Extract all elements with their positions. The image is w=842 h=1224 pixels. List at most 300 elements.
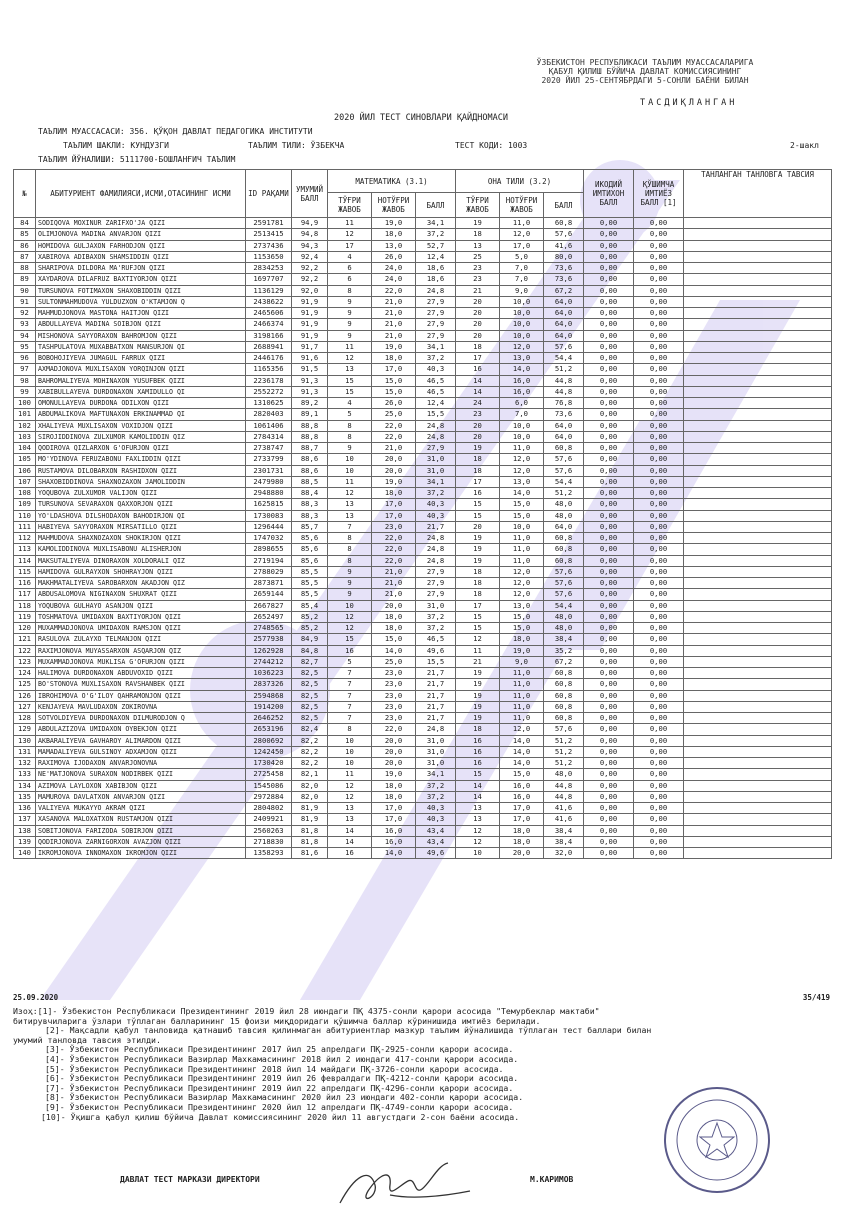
applicant-name: TURSUNOVA SEVARAXON QAXXORJON QIZI	[36, 499, 246, 510]
applicant-name: MAMADALIYEVA GULSINOY ADXAMJON QIZI	[36, 746, 246, 757]
lang-correct: 19	[456, 443, 500, 454]
lang-ball: 60,8	[544, 443, 584, 454]
extra-ball: 0,00	[634, 443, 684, 454]
row-num: 91	[14, 296, 36, 307]
math-wrong: 20,0	[372, 746, 416, 757]
col-lang: ОНА ТИЛИ (3.2)	[456, 170, 584, 193]
math-wrong: 18,0	[372, 611, 416, 622]
lang-ball: 35,2	[544, 645, 584, 656]
lang-wrong: 11,0	[500, 690, 544, 701]
total-score: 81,8	[292, 825, 328, 836]
math-correct: 15	[328, 386, 372, 397]
final-exam-ball: 0,00	[584, 353, 634, 364]
extra-ball: 0,00	[634, 533, 684, 544]
total-score: 85,7	[292, 521, 328, 532]
math-correct: 6	[328, 263, 372, 274]
math-correct: 16	[328, 848, 372, 859]
math-ball: 27,9	[416, 308, 456, 319]
math-ball: 37,2	[416, 791, 456, 802]
math-wrong: 21,0	[372, 578, 416, 589]
total-score: 88,8	[292, 420, 328, 431]
math-ball: 15,5	[416, 409, 456, 420]
extra-ball: 0,00	[634, 353, 684, 364]
math-ball: 21,7	[416, 679, 456, 690]
final-exam-ball: 0,00	[584, 848, 634, 859]
lang-wrong: 18,0	[500, 825, 544, 836]
total-score: 82,2	[292, 758, 328, 769]
applicant-name: MO'YDINOVA FERUZABONU FAXLIDDIN QIZI	[36, 454, 246, 465]
table-row	[14, 679, 832, 690]
table-row	[14, 263, 832, 274]
recommendation	[684, 341, 832, 352]
lang-correct: 19	[456, 533, 500, 544]
final-exam-ball: 0,00	[584, 398, 634, 409]
final-exam-ball: 0,00	[584, 218, 634, 229]
math-correct: 5	[328, 656, 372, 667]
applicant-name: YO'LDASHOVA DILSHODAXON BAHODIRJON QI	[36, 510, 246, 521]
applicant-id: 1242450	[246, 746, 292, 757]
lang-ball: 44,8	[544, 780, 584, 791]
table-row	[14, 454, 832, 465]
math-ball: 52,7	[416, 240, 456, 251]
applicant-name: MAHMUDJONOVA MASTONA HAITJON QIZI	[36, 308, 246, 319]
lang-ball: 57,6	[544, 454, 584, 465]
total-score: 85,2	[292, 611, 328, 622]
final-exam-ball: 0,00	[584, 533, 634, 544]
footnote: [4]- Ўзбекистон Республикаси Вазирлар Махкамасининг 2018 йил 2 июндаги 417-сонли қарори асосида.	[45, 1053, 519, 1064]
table-row	[14, 319, 832, 330]
lang-wrong: 10,0	[500, 308, 544, 319]
col-final-exam: ИКОДИЙ ИМТИХОН БАЛЛ	[584, 170, 634, 218]
lang-ball: 57,6	[544, 566, 584, 577]
lang-wrong: 12,0	[500, 454, 544, 465]
applicant-name: NE'MATJONOVA SURAXON NODIRBEK QIZI	[36, 769, 246, 780]
extra-ball: 0,00	[634, 724, 684, 735]
lang-correct: 20	[456, 308, 500, 319]
applicant-name: MAKHMATALIYEVA SAROBARXON AKADJON QIZ	[36, 578, 246, 589]
col-math-correct: ТЎҒРИ ЖАВОБ	[328, 193, 372, 218]
lang-wrong: 16,0	[500, 780, 544, 791]
math-ball: 34,1	[416, 476, 456, 487]
math-wrong: 23,0	[372, 521, 416, 532]
table-row	[14, 296, 832, 307]
lang-correct: 14	[456, 791, 500, 802]
math-wrong: 18,0	[372, 488, 416, 499]
row-num: 103	[14, 431, 36, 442]
applicant-id: 2784314	[246, 431, 292, 442]
lang-correct: 13	[456, 240, 500, 251]
final-exam-ball: 0,00	[584, 510, 634, 521]
final-exam-ball: 0,00	[584, 229, 634, 240]
math-ball: 49,6	[416, 848, 456, 859]
total-score: 94,9	[292, 218, 328, 229]
lang-ball: 48,0	[544, 611, 584, 622]
lang-wrong: 11,0	[500, 533, 544, 544]
extra-ball: 0,00	[634, 836, 684, 847]
applicant-name: MUXAMMADJONOVA MUKLISA G'OFURJON QIZI	[36, 656, 246, 667]
math-correct: 7	[328, 713, 372, 724]
applicant-name: BO'STONOVA MUXLISAXON RAVSHANBEK QIZI	[36, 679, 246, 690]
final-exam-ball: 0,00	[584, 746, 634, 757]
math-ball: 18,6	[416, 263, 456, 274]
applicant-id: 2744212	[246, 656, 292, 667]
extra-ball: 0,00	[634, 690, 684, 701]
lang-correct: 18	[456, 229, 500, 240]
math-correct: 12	[328, 791, 372, 802]
lang-ball: 54,4	[544, 353, 584, 364]
lang-wrong: 14,0	[500, 746, 544, 757]
col-lang-correct: ТЎҒРИ ЖАВОБ	[456, 193, 500, 218]
org-line: 2020 ЙИЛ 25-СЕНТЯБРДАГИ 5-СОНЛИ БАЁНИ БИЛАН	[541, 76, 749, 85]
math-ball: 27,9	[416, 330, 456, 341]
applicant-name: YOQUBOVA GULHAYO ASANJON QIZI	[36, 600, 246, 611]
lang-correct: 15	[456, 611, 500, 622]
table-row	[14, 499, 832, 510]
table-row	[14, 656, 832, 667]
math-correct: 16	[328, 645, 372, 656]
lang-wrong: 5,0	[500, 251, 544, 262]
row-num: 109	[14, 499, 36, 510]
extra-ball: 0,00	[634, 589, 684, 600]
approved-label: ТАСДИҚЛАНГАН	[640, 98, 738, 108]
row-num: 117	[14, 589, 36, 600]
row-num: 85	[14, 229, 36, 240]
lang-ball: 51,2	[544, 758, 584, 769]
extra-ball: 0,00	[634, 431, 684, 442]
applicant-id: 2804802	[246, 803, 292, 814]
total-score: 88,7	[292, 443, 328, 454]
applicant-id: 2788029	[246, 566, 292, 577]
math-ball: 27,9	[416, 296, 456, 307]
recommendation	[684, 218, 832, 229]
org-line: ҚАБУЛ ҚИЛИШ БЎЙИЧА ДАВЛАТ КОМИССИЯСИНИНГ	[548, 67, 742, 76]
final-exam-ball: 0,00	[584, 623, 634, 634]
math-correct: 10	[328, 758, 372, 769]
recommendation	[684, 398, 832, 409]
recommendation	[684, 701, 832, 712]
math-wrong: 22,0	[372, 431, 416, 442]
total-score: 89,2	[292, 398, 328, 409]
extra-ball: 0,00	[634, 285, 684, 296]
math-wrong: 21,0	[372, 296, 416, 307]
test-code-label: ТЕСТ КОДИ: 1003	[455, 141, 528, 150]
table-row	[14, 701, 832, 712]
table-row	[14, 848, 832, 859]
math-ball: 27,9	[416, 589, 456, 600]
lang-correct: 18	[456, 589, 500, 600]
math-correct: 8	[328, 285, 372, 296]
table-row	[14, 803, 832, 814]
lang-ball: 54,4	[544, 600, 584, 611]
extra-ball: 0,00	[634, 488, 684, 499]
table-row	[14, 465, 832, 476]
total-score: 82,5	[292, 713, 328, 724]
table-row	[14, 251, 832, 262]
table-header-row	[14, 170, 832, 193]
row-num: 101	[14, 409, 36, 420]
document-title: 2020 ЙИЛ ТЕСТ СИНОВЛАРИ ҚАЙДНОМАСИ	[334, 113, 508, 123]
math-ball: 40,3	[416, 364, 456, 375]
recommendation	[684, 645, 832, 656]
applicant-id: 1153650	[246, 251, 292, 262]
footnote: [2]- Мақсадли қабул танловида қатнашиб тавсия қилинмаган абитуриентлар мазкур таълим йўналишида тўплаган тест баллари билан	[45, 1025, 652, 1036]
applicant-id: 2577938	[246, 634, 292, 645]
applicant-id: 2719194	[246, 555, 292, 566]
row-num: 121	[14, 634, 36, 645]
math-wrong: 25,0	[372, 409, 416, 420]
math-correct: 13	[328, 364, 372, 375]
applicant-id: 3198166	[246, 330, 292, 341]
extra-ball: 0,00	[634, 735, 684, 746]
lang-wrong: 16,0	[500, 375, 544, 386]
lang-ball: 51,2	[544, 488, 584, 499]
applicant-name: RUSTAMOVA DILOBARXON RASHIDXON QIZI	[36, 465, 246, 476]
applicant-name: SOTVOLDIYEVA DURDONAXON DILMURODJON Q	[36, 713, 246, 724]
math-correct: 13	[328, 510, 372, 521]
applicant-id: 2834253	[246, 263, 292, 274]
table-row	[14, 589, 832, 600]
math-correct: 5	[328, 409, 372, 420]
applicant-name: KENJAYEVA MAVLUDAXON ZOKIROVNA	[36, 701, 246, 712]
row-num: 133	[14, 769, 36, 780]
math-ball: 24,8	[416, 431, 456, 442]
final-exam-ball: 0,00	[584, 409, 634, 420]
row-num: 86	[14, 240, 36, 251]
math-correct: 7	[328, 690, 372, 701]
applicant-id: 2438622	[246, 296, 292, 307]
recommendation	[684, 623, 832, 634]
table-row	[14, 623, 832, 634]
lang-ball: 57,6	[544, 341, 584, 352]
extra-ball: 0,00	[634, 499, 684, 510]
math-wrong: 20,0	[372, 735, 416, 746]
lang-ball: 44,8	[544, 791, 584, 802]
math-wrong: 25,0	[372, 656, 416, 667]
table-row	[14, 375, 832, 386]
applicant-name: AXMADJONOVA MUXLISAXON YORQINJON QIZI	[36, 364, 246, 375]
lang-correct: 12	[456, 825, 500, 836]
row-num: 90	[14, 285, 36, 296]
extra-ball: 0,00	[634, 274, 684, 285]
recommendation	[684, 679, 832, 690]
lang-correct: 16	[456, 735, 500, 746]
math-correct: 12	[328, 780, 372, 791]
lang-ball: 64,0	[544, 319, 584, 330]
lang-wrong: 10,0	[500, 330, 544, 341]
lang-wrong: 13,0	[500, 353, 544, 364]
applicant-name: ABDUMALIKOVA MAFTUNAXON ERKINAMMAD QI	[36, 409, 246, 420]
recommendation	[684, 713, 832, 724]
extra-ball: 0,00	[634, 848, 684, 859]
extra-ball: 0,00	[634, 544, 684, 555]
col-lang-ball: БАЛЛ	[544, 193, 584, 218]
applicant-name: XABIBULLAYEVA DURDONAXON XAMIDULLO QI	[36, 386, 246, 397]
math-correct: 8	[328, 420, 372, 431]
final-exam-ball: 0,00	[584, 814, 634, 825]
lang-wrong: 6,0	[500, 398, 544, 409]
applicant-id: 2718830	[246, 836, 292, 847]
math-wrong: 18,0	[372, 623, 416, 634]
lang-wrong: 10,0	[500, 521, 544, 532]
total-score: 82,4	[292, 724, 328, 735]
math-wrong: 23,0	[372, 679, 416, 690]
math-correct: 4	[328, 251, 372, 262]
lang-wrong: 18,0	[500, 634, 544, 645]
lang-ball: 44,8	[544, 386, 584, 397]
applicant-id: 2594868	[246, 690, 292, 701]
recommendation	[684, 263, 832, 274]
total-score: 85,6	[292, 533, 328, 544]
recommendation	[684, 420, 832, 431]
row-num: 125	[14, 679, 36, 690]
lang-wrong: 11,0	[500, 713, 544, 724]
lang-correct: 12	[456, 836, 500, 847]
total-score: 88,3	[292, 510, 328, 521]
total-score: 82,5	[292, 690, 328, 701]
recommendation	[684, 544, 832, 555]
math-wrong: 18,0	[372, 353, 416, 364]
lang-wrong: 15,0	[500, 623, 544, 634]
recommendation	[684, 499, 832, 510]
table-row	[14, 443, 832, 454]
math-ball: 37,2	[416, 229, 456, 240]
math-wrong: 21,0	[372, 319, 416, 330]
math-ball: 46,5	[416, 386, 456, 397]
row-num: 100	[14, 398, 36, 409]
footnote: [6]- Ўзбекистон Республикаси Президентининг 2019 йил 26 февралдаги ПҚ-4212-сонли қарори асосида.	[45, 1073, 519, 1084]
applicant-name: MISHONOVA SAYYORAXON BAHROMJON QIZI	[36, 330, 246, 341]
lang-wrong: 16,0	[500, 386, 544, 397]
lang-ball: 67,2	[544, 656, 584, 667]
math-correct: 8	[328, 724, 372, 735]
total-score: 88,6	[292, 454, 328, 465]
total-score: 88,4	[292, 488, 328, 499]
extra-ball: 0,00	[634, 578, 684, 589]
study-form-label: ТАЪЛИМ ШАКЛИ: КУНДУЗГИ	[63, 141, 169, 150]
table-row	[14, 341, 832, 352]
applicant-id: 2560263	[246, 825, 292, 836]
footnote: [8]- Ўзбекистон Республикаси Вазирлар Махкамасининг 2020 йил 23 июндаги 402-сонли қарори асосида.	[45, 1092, 524, 1103]
lang-wrong: 14,0	[500, 488, 544, 499]
recommendation	[684, 454, 832, 465]
total-score: 91,9	[292, 319, 328, 330]
lang-correct: 17	[456, 353, 500, 364]
lang-wrong: 7,0	[500, 409, 544, 420]
recommendation	[684, 521, 832, 532]
row-num: 87	[14, 251, 36, 262]
row-num: 102	[14, 420, 36, 431]
math-wrong: 22,0	[372, 533, 416, 544]
recommendation	[684, 533, 832, 544]
lang-correct: 16	[456, 758, 500, 769]
lang-ball: 48,0	[544, 499, 584, 510]
lang-wrong: 11,0	[500, 555, 544, 566]
total-score: 92,2	[292, 263, 328, 274]
lang-correct: 13	[456, 803, 500, 814]
applicant-id: 2873871	[246, 578, 292, 589]
math-ball: 46,5	[416, 634, 456, 645]
footnote: битирувчиларига ўзлари тўплаган балларининг 15 фоизи миқдоридаги қўшимча баллар кўринишида имтиёз берилади.	[13, 1015, 541, 1026]
table-row	[14, 724, 832, 735]
col-math-ball: БАЛЛ	[416, 193, 456, 218]
lang-correct: 20	[456, 319, 500, 330]
final-exam-ball: 0,00	[584, 656, 634, 667]
row-num: 116	[14, 578, 36, 589]
sheet-label: 2-шакл	[790, 141, 819, 150]
lang-correct: 10	[456, 848, 500, 859]
math-correct: 9	[328, 589, 372, 600]
lang-correct: 16	[456, 488, 500, 499]
math-correct: 10	[328, 746, 372, 757]
math-ball: 31,0	[416, 454, 456, 465]
math-ball: 27,9	[416, 578, 456, 589]
table-row	[14, 274, 832, 285]
footnote: [9]- Ўзбекистон Республикаси Президентининг 2020 йил 12 апрелдаги ПҚ-4749-сонли қарори асосида.	[45, 1101, 514, 1112]
final-exam-ball: 0,00	[584, 420, 634, 431]
total-score: 91,9	[292, 330, 328, 341]
extra-ball: 0,00	[634, 758, 684, 769]
math-wrong: 23,0	[372, 668, 416, 679]
total-score: 94,8	[292, 229, 328, 240]
lang-wrong: 12,0	[500, 578, 544, 589]
math-wrong: 17,0	[372, 499, 416, 510]
math-ball: 37,2	[416, 623, 456, 634]
math-ball: 27,9	[416, 319, 456, 330]
row-num: 134	[14, 780, 36, 791]
row-num: 129	[14, 724, 36, 735]
math-wrong: 17,0	[372, 364, 416, 375]
lang-correct: 18	[456, 566, 500, 577]
applicant-id: 2236178	[246, 375, 292, 386]
applicant-id: 1358293	[246, 848, 292, 859]
math-ball: 34,1	[416, 769, 456, 780]
lang-ball: 64,0	[544, 420, 584, 431]
lang-correct: 23	[456, 263, 500, 274]
math-ball: 34,1	[416, 341, 456, 352]
lang-ball: 44,8	[544, 375, 584, 386]
extra-ball: 0,00	[634, 656, 684, 667]
official-seal-image	[662, 1085, 772, 1195]
final-exam-ball: 0,00	[584, 499, 634, 510]
applicant-name: VALIYEVA MUKAYYO AKRAM QIZI	[36, 803, 246, 814]
table-row	[14, 769, 832, 780]
table-row	[14, 353, 832, 364]
lang-ball: 60,8	[544, 544, 584, 555]
recommendation	[684, 330, 832, 341]
lang-wrong: 12,0	[500, 341, 544, 352]
math-correct: 12	[328, 488, 372, 499]
lang-correct: 18	[456, 341, 500, 352]
extra-ball: 0,00	[634, 420, 684, 431]
lang-correct: 14	[456, 375, 500, 386]
final-exam-ball: 0,00	[584, 454, 634, 465]
table-row	[14, 431, 832, 442]
recommendation	[684, 375, 832, 386]
final-exam-ball: 0,00	[584, 431, 634, 442]
recommendation	[684, 656, 832, 667]
math-wrong: 22,0	[372, 544, 416, 555]
row-num: 126	[14, 690, 36, 701]
applicant-id: 1625815	[246, 499, 292, 510]
math-ball: 43,4	[416, 825, 456, 836]
math-correct: 15	[328, 634, 372, 645]
applicant-id: 1914200	[246, 701, 292, 712]
lang-ball: 41,6	[544, 803, 584, 814]
final-exam-ball: 0,00	[584, 476, 634, 487]
row-num: 123	[14, 656, 36, 667]
applicant-id: 1296444	[246, 521, 292, 532]
final-exam-ball: 0,00	[584, 465, 634, 476]
